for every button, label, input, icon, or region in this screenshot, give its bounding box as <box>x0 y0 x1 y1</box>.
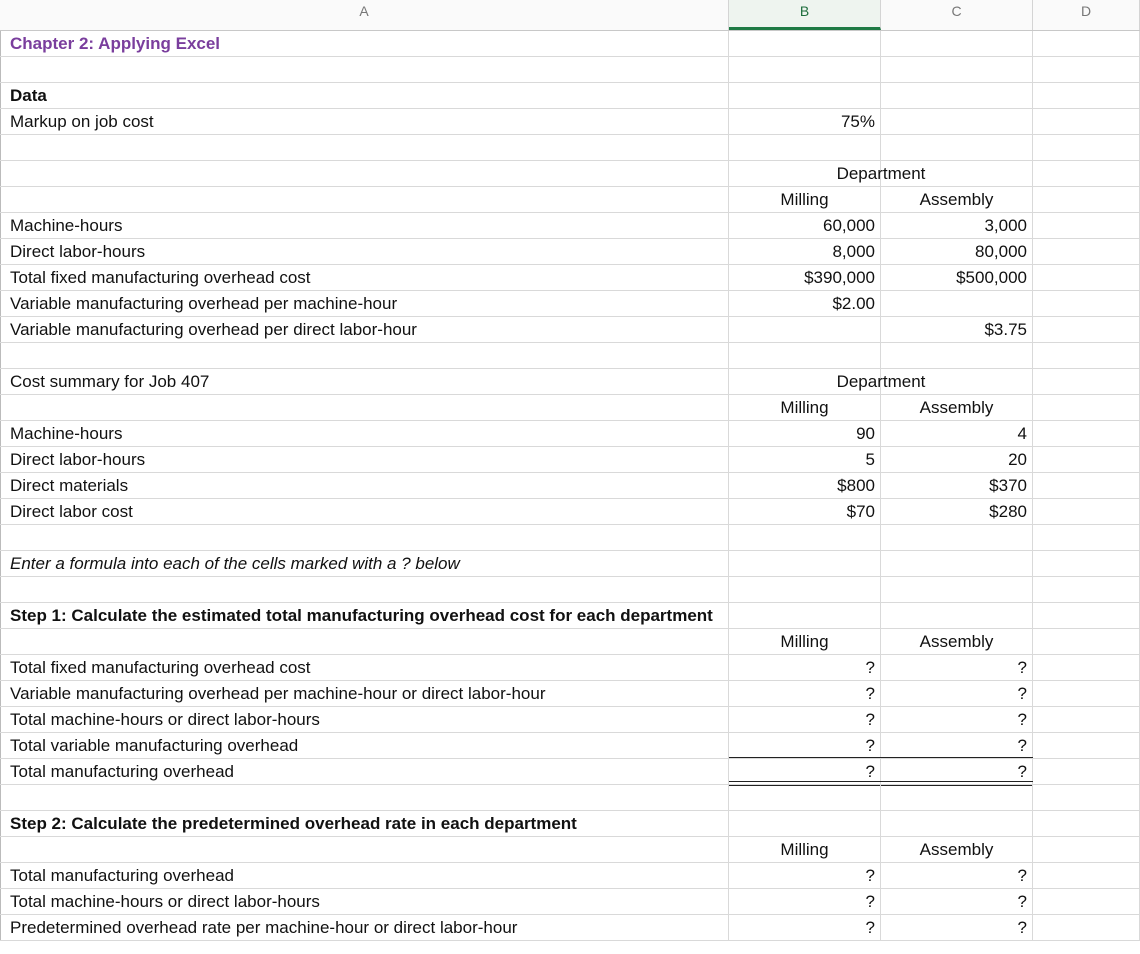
department-header: Department <box>836 372 926 391</box>
cell[interactable] <box>1033 681 1140 706</box>
table-row <box>0 863 1140 889</box>
formula-cell-milling[interactable]: ? <box>729 863 881 888</box>
assembly-column-label[interactable]: Assembly <box>881 395 1033 420</box>
assembly-column-label[interactable]: Assembly <box>881 837 1033 862</box>
cell[interactable] <box>1033 577 1140 602</box>
table-row <box>0 655 1140 681</box>
cell[interactable] <box>0 525 729 550</box>
assembly-value[interactable]: 80,000 <box>881 239 1033 264</box>
cell[interactable] <box>1033 603 1140 628</box>
assembly-column-label[interactable]: Assembly <box>881 629 1033 654</box>
cell[interactable] <box>1033 265 1140 290</box>
cell[interactable] <box>1033 57 1140 82</box>
formula-cell-milling[interactable]: ? <box>729 915 881 940</box>
cell[interactable] <box>729 343 881 368</box>
assembly-value[interactable]: $500,000 <box>881 265 1033 290</box>
job-summary-label[interactable]: Cost summary for Job 407 <box>0 369 729 394</box>
formula-cell-assembly[interactable]: ? <box>881 915 1033 940</box>
row-blank <box>0 525 1140 551</box>
row-department-columns <box>0 187 1140 213</box>
table-row <box>0 447 1140 473</box>
cell[interactable] <box>0 57 729 82</box>
formula-cell-milling[interactable]: ? <box>729 681 881 706</box>
formula-cell-milling[interactable]: ? <box>729 889 881 914</box>
cell[interactable] <box>729 57 881 82</box>
table-row <box>0 421 1140 447</box>
cell[interactable] <box>1033 421 1140 446</box>
cell[interactable] <box>0 135 729 160</box>
cell[interactable] <box>1033 863 1140 888</box>
department-header: Department <box>836 164 926 183</box>
row-blank <box>0 343 1140 369</box>
cell[interactable] <box>1033 31 1140 56</box>
row-label[interactable]: Total manufacturing overhead <box>0 759 729 784</box>
table-row <box>0 291 1140 317</box>
row-job-summary-columns <box>0 395 1140 421</box>
milling-column-label[interactable]: Milling <box>729 187 881 212</box>
row-blank <box>0 57 1140 83</box>
cell[interactable] <box>729 811 881 836</box>
cell[interactable] <box>729 785 881 810</box>
markup-value[interactable]: 75% <box>729 109 881 134</box>
cell[interactable] <box>1033 473 1140 498</box>
row-step2-columns <box>0 837 1140 863</box>
row-label[interactable]: Variable manufacturing overhead per machine-hour <box>0 291 729 316</box>
cell[interactable] <box>1033 889 1140 914</box>
cell[interactable] <box>0 187 729 212</box>
data-heading[interactable]: Data <box>0 83 729 108</box>
step1-heading[interactable]: Step 1: Calculate the estimated total manufacturing overhead cost for each department <box>0 603 729 628</box>
row-label[interactable]: Total manufacturing overhead <box>0 863 729 888</box>
row-label[interactable]: Machine-hours <box>0 421 729 446</box>
column-header-d[interactable]: D <box>1033 0 1140 30</box>
cell[interactable] <box>1033 369 1140 394</box>
row-label[interactable]: Predetermined overhead rate per machine-hour or direct labor-hour <box>0 915 729 940</box>
formula-cell-assembly[interactable]: ? <box>881 733 1033 758</box>
milling-value[interactable]: $70 <box>729 499 881 524</box>
formula-cell-milling[interactable]: ? <box>729 733 881 758</box>
cell[interactable] <box>1033 733 1140 758</box>
assembly-value[interactable]: 20 <box>881 447 1033 472</box>
cell[interactable] <box>1033 83 1140 108</box>
subtotal-line <box>729 757 1033 758</box>
cell[interactable] <box>881 811 1033 836</box>
cell[interactable] <box>881 603 1033 628</box>
row-label[interactable]: Total machine-hours or direct labor-hours <box>0 707 729 732</box>
cell[interactable] <box>1033 655 1140 680</box>
row-step1-columns <box>0 629 1140 655</box>
cell[interactable] <box>1033 395 1140 420</box>
cell[interactable] <box>0 395 729 420</box>
row-label[interactable]: Direct labor cost <box>0 499 729 524</box>
row-label[interactable]: Direct materials <box>0 473 729 498</box>
row-blank <box>0 135 1140 161</box>
cell[interactable] <box>729 577 881 602</box>
milling-value[interactable]: $800 <box>729 473 881 498</box>
cell[interactable] <box>0 577 729 602</box>
table-row <box>0 317 1140 343</box>
cell[interactable] <box>881 83 1033 108</box>
table-row <box>0 733 1140 759</box>
cell[interactable] <box>1033 707 1140 732</box>
row-label[interactable]: Variable manufacturing overhead per direct labor-hour <box>0 317 729 342</box>
cell[interactable] <box>1033 291 1140 316</box>
formula-cell-assembly[interactable]: ? <box>881 707 1033 732</box>
table-row <box>0 265 1140 291</box>
cell[interactable] <box>1033 135 1140 160</box>
cell[interactable] <box>729 31 881 56</box>
sheet-title[interactable]: Chapter 2: Applying Excel <box>0 31 729 56</box>
cell[interactable] <box>881 343 1033 368</box>
cell[interactable] <box>1033 785 1140 810</box>
cell[interactable] <box>1033 317 1140 342</box>
row-label[interactable]: Total variable manufacturing overhead <box>0 733 729 758</box>
column-header-b[interactable]: B <box>729 0 881 30</box>
column-header-row <box>0 0 1140 31</box>
cell[interactable] <box>1033 837 1140 862</box>
row-blank <box>0 785 1140 811</box>
cell[interactable] <box>1033 629 1140 654</box>
assembly-value[interactable]: $280 <box>881 499 1033 524</box>
table-row <box>0 473 1140 499</box>
formula-cell-assembly[interactable]: ? <box>881 889 1033 914</box>
cell[interactable] <box>881 57 1033 82</box>
spreadsheet-grid <box>0 31 1140 941</box>
cell[interactable] <box>1033 759 1140 784</box>
milling-value[interactable]: $390,000 <box>729 265 881 290</box>
row-instruction <box>0 551 1140 577</box>
cell[interactable] <box>881 785 1033 810</box>
cell[interactable] <box>0 161 729 186</box>
row-markup <box>0 109 1140 135</box>
table-row <box>0 681 1140 707</box>
cell[interactable] <box>1033 811 1140 836</box>
markup-label[interactable]: Markup on job cost <box>0 109 729 134</box>
cell[interactable] <box>0 837 729 862</box>
cell[interactable] <box>729 603 881 628</box>
cell[interactable] <box>881 551 1033 576</box>
assembly-value[interactable]: 4 <box>881 421 1033 446</box>
formula-cell-assembly[interactable]: ? <box>881 655 1033 680</box>
cell[interactable] <box>881 525 1033 550</box>
cell[interactable] <box>1033 213 1140 238</box>
table-row <box>0 759 1140 785</box>
cell[interactable] <box>881 109 1033 134</box>
table-row <box>0 239 1140 265</box>
row-label[interactable]: Variable manufacturing overhead per machine-hour or direct labor-hour <box>0 681 729 706</box>
row-label[interactable]: Total fixed manufacturing overhead cost <box>0 265 729 290</box>
table-row <box>0 915 1140 941</box>
formula-cell-assembly[interactable]: ? <box>881 759 1033 784</box>
cell[interactable] <box>729 135 881 160</box>
cell[interactable] <box>0 343 729 368</box>
step2-heading[interactable]: Step 2: Calculate the predetermined overhead rate in each department <box>0 811 729 836</box>
milling-column-label[interactable]: Milling <box>729 837 881 862</box>
milling-value[interactable]: 60,000 <box>729 213 881 238</box>
assembly-value[interactable]: $370 <box>881 473 1033 498</box>
milling-value[interactable]: 90 <box>729 421 881 446</box>
row-label[interactable]: Direct labor-hours <box>0 239 729 264</box>
milling-value[interactable]: 5 <box>729 447 881 472</box>
cell[interactable] <box>1033 239 1140 264</box>
milling-value[interactable] <box>729 317 881 342</box>
milling-column-label[interactable]: Milling <box>729 629 881 654</box>
instruction-text[interactable]: Enter a formula into each of the cells marked with a ? below <box>0 551 729 576</box>
cell[interactable] <box>1033 187 1140 212</box>
cell[interactable] <box>0 785 729 810</box>
formula-cell-milling[interactable]: ? <box>729 759 881 784</box>
row-label[interactable]: Total fixed manufacturing overhead cost <box>0 655 729 680</box>
milling-column-label[interactable]: Milling <box>729 395 881 420</box>
formula-cell-assembly[interactable]: ? <box>881 863 1033 888</box>
cell[interactable] <box>881 31 1033 56</box>
formula-cell-milling[interactable]: ? <box>729 707 881 732</box>
row-data-heading <box>0 83 1140 109</box>
assembly-column-label[interactable]: Assembly <box>881 187 1033 212</box>
column-header-c[interactable]: C <box>881 0 1033 30</box>
row-job-summary-header <box>0 369 1140 395</box>
row-department-header <box>0 161 1140 187</box>
cell[interactable] <box>1033 109 1140 134</box>
cell[interactable] <box>1033 525 1140 550</box>
cell[interactable] <box>729 83 881 108</box>
column-header-a[interactable]: A <box>0 0 729 30</box>
assembly-value[interactable] <box>881 291 1033 316</box>
cell[interactable] <box>0 629 729 654</box>
table-row <box>0 707 1140 733</box>
cell[interactable] <box>1033 499 1140 524</box>
cell[interactable] <box>729 525 881 550</box>
row-label[interactable]: Direct labor-hours <box>0 447 729 472</box>
cell[interactable] <box>881 135 1033 160</box>
cell[interactable] <box>1033 551 1140 576</box>
row-blank <box>0 577 1140 603</box>
table-row <box>0 213 1140 239</box>
row-label[interactable]: Machine-hours <box>0 213 729 238</box>
row-step1-heading <box>0 603 1140 629</box>
cell[interactable] <box>1033 447 1140 472</box>
formula-cell-milling[interactable]: ? <box>729 655 881 680</box>
cell[interactable] <box>881 577 1033 602</box>
cell[interactable] <box>1033 915 1140 940</box>
formula-cell-assembly[interactable]: ? <box>881 681 1033 706</box>
milling-value[interactable]: 8,000 <box>729 239 881 264</box>
row-label[interactable]: Total machine-hours or direct labor-hours <box>0 889 729 914</box>
table-row <box>0 499 1140 525</box>
cell[interactable] <box>1033 161 1140 186</box>
cell[interactable] <box>1033 343 1140 368</box>
cell[interactable] <box>729 551 881 576</box>
row-title <box>0 31 1140 57</box>
assembly-value[interactable]: $3.75 <box>881 317 1033 342</box>
row-step2-heading <box>0 811 1140 837</box>
milling-value[interactable]: $2.00 <box>729 291 881 316</box>
table-row <box>0 889 1140 915</box>
assembly-value[interactable]: 3,000 <box>881 213 1033 238</box>
